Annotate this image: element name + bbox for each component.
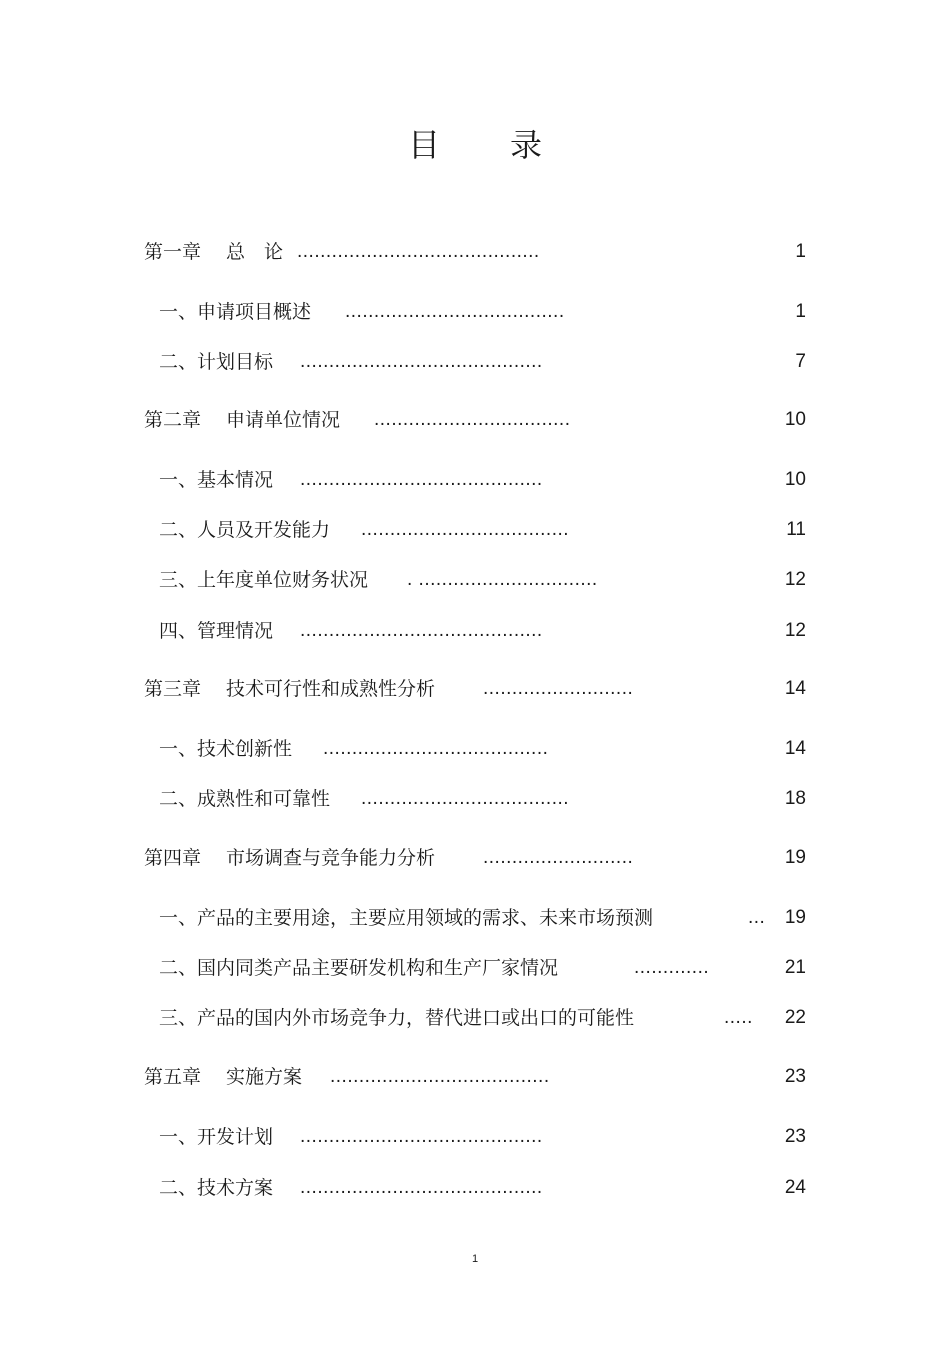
toc-entry-leader-dots: ..... [724,1007,753,1028]
title-char-2: 录 [510,126,543,164]
toc-entry-page-number: 24 [784,1177,806,1198]
toc-entry-label: 二、国内同类产品主要研发机构和生产厂家情况 [159,957,559,979]
toc-entry-leader-dots: .................................. [374,409,571,430]
toc-entry-leader-dots: .......................................... [297,241,540,262]
toc-entry[interactable] [0,298,950,326]
toc-entry-label: 二、成熟性和可靠性 [159,788,331,810]
toc-entry-leader-dots: .......................................... [300,351,543,372]
toc-entry-label: 一、产品的主要用途，主要应用领域的需求、未来市场预测 [159,907,654,929]
toc-entry-label: 第一章 总 论 [144,241,284,263]
toc-entry[interactable] [0,617,950,645]
toc-entry-label: 第二章 申请单位情况 [144,409,341,431]
toc-entry-page-number: 23 [784,1066,806,1087]
toc-entry-label: 二、人员及开发能力 [159,519,331,541]
toc-entry-page-number: 11 [786,519,806,540]
toc-entry[interactable] [0,238,950,266]
toc-entry-leader-dots: .................................... [361,519,570,540]
toc-entry-label: 一、申请项目概述 [159,301,312,323]
toc-entry-page-number: 21 [784,957,806,978]
toc-entry-leader-dots: . ............................... [407,569,598,590]
toc-entry-page-number: 22 [784,1007,806,1028]
toc-entry[interactable] [0,785,950,813]
toc-entry-page-number: 23 [784,1126,806,1147]
title-char-1: 目 [407,126,440,164]
toc-entry-label: 三、产品的国内外市场竞争力，替代进口或出口的可能性 [159,1007,635,1029]
toc-entry-page-number: 12 [784,569,806,590]
toc-entry[interactable] [0,348,950,376]
toc-entry-leader-dots: .......................................... [300,620,543,641]
toc-entry-page-number: 10 [784,469,806,490]
toc-entry-leader-dots: .......................... [483,847,634,868]
toc-entry[interactable] [0,1063,950,1091]
toc-entry[interactable] [0,1004,950,1032]
page-title [0,120,950,166]
toc-entry[interactable] [0,735,950,763]
toc-entry-page-number: 14 [784,738,806,759]
toc-entry-label: 第三章 技术可行性和成熟性分析 [144,678,436,700]
toc-entry-leader-dots: ....................................... [323,738,549,759]
toc-entry[interactable] [0,406,950,434]
toc-entry-page-number: 7 [795,351,806,372]
toc-entry[interactable] [0,466,950,494]
toc-entry-leader-dots: .................................... [361,788,570,809]
toc-entry[interactable] [0,904,950,932]
page-number: 1 [471,1253,479,1265]
toc-entry-leader-dots: .......................................... [300,469,543,490]
toc-entry[interactable] [0,954,950,982]
toc-entry-leader-dots: ... [748,907,766,928]
toc-entry[interactable] [0,1174,950,1202]
toc-entry-leader-dots: .......................... [483,678,634,699]
toc-entry-leader-dots: ...................................... [345,301,565,322]
toc-entry[interactable] [0,675,950,703]
toc-entry-leader-dots: .......................................... [300,1177,543,1198]
toc-entry-leader-dots: ...................................... [330,1066,550,1087]
toc-entry-label: 第五章 实施方案 [144,1066,303,1088]
toc-entry[interactable] [0,516,950,544]
toc-entry-page-number: 10 [784,409,806,430]
toc-entry-label: 四、管理情况 [159,620,274,642]
toc-entry-page-number: 1 [795,301,806,322]
toc-entry-label: 二、技术方案 [159,1177,274,1199]
toc-entry-leader-dots: .......................................... [300,1126,543,1147]
toc-entry-label: 二、计划目标 [159,351,274,373]
toc-entry[interactable] [0,1123,950,1151]
toc-entry-label: 一、开发计划 [159,1126,274,1148]
toc-entry-label: 一、技术创新性 [159,738,293,760]
toc-entry-label: 三、上年度单位财务状况 [159,569,369,591]
toc-entry[interactable] [0,566,950,594]
toc-entry-label: 第四章 市场调查与竞争能力分析 [144,847,436,869]
toc-entry-page-number: 19 [784,847,806,868]
toc-entry[interactable] [0,844,950,872]
toc-entry-page-number: 18 [784,788,806,809]
toc-entry-page-number: 19 [784,907,806,928]
toc-entry-page-number: 12 [784,620,806,641]
toc-entry-label: 一、基本情况 [159,469,274,491]
toc-entry-page-number: 1 [795,241,806,262]
toc-entry-page-number: 14 [784,678,806,699]
toc-entry-leader-dots: ............. [634,957,710,978]
